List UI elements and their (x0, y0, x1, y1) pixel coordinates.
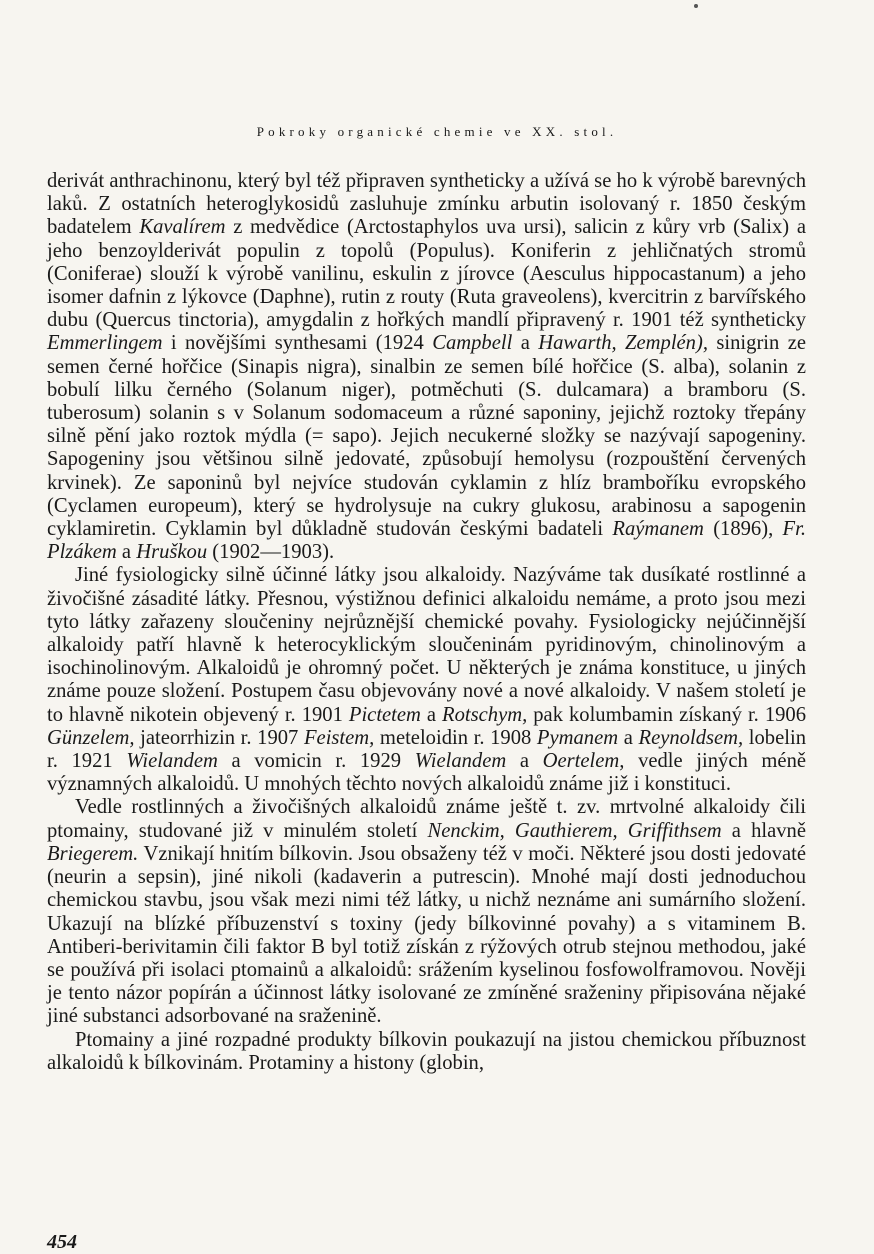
text-run: a (512, 332, 539, 355)
text-run: z medvědice (Arctostaphylos uva ursi), salicin z kůry vrb (Salix) a jeho benzoylderivát populin z topolů (Populus). Koniferin z jehličnatých stromů (Coniferae) slouží k výrobě vanilinu, eskulin z jírovce (Aesculus hippocastanum) a jeho isomer dafnin z lýkovce (Daphne), rutin z routy (Ruta graveolens), kvercitrin z barvířského dubu (Quercus tinctoria), amygdalin z hořkých mandlí připravený r. 1901 též syntheticky (47, 216, 806, 332)
text-run: lobelin r. 1921 (47, 726, 806, 773)
italic-name: Kavalírem (139, 216, 226, 239)
page-number: 454 (47, 1231, 77, 1253)
italic-name: Wielandem (126, 750, 218, 773)
text-run: vedle jiných méně významných alkaloidů. U mnohých těchto nových alkaloidů známe již i konstituci. (47, 750, 807, 796)
text-run: (1896), (703, 518, 783, 541)
text-run: a (116, 541, 137, 564)
italic-name: Pictetem (348, 703, 421, 726)
text-run: derivát anthrachinonu, který byl též připraven syntheticky a užívá se ho k výrobě barevných laků. Z ostatních heteroglykosidů zasluhuje zmínku arbutin isolovaný r. 1850 českým badatelem (47, 170, 806, 239)
text-run: Jiné fysiologicky silně účinné látky jsou alkaloidy. Nazýváme tak dusíkaté rostlinné a živočišné zásadité látky. Přesnou, výstižnou definici alkaloidu nemáme, a proto jsou mezi tyto látky zařazeny sloučeniny nejrůznější chemické povahy. Fysiologicky nejúčinnější alkaloidy patří hlavně k heterocyklickým sloučeninám pyridinovým, chinolinovým a isochinolinovým. Alkaloidů je ohromný počet. U některých je známa konstituce, u jiných známe pouze složení. Postupem času objevovány nové a nové alkaloidy. V našem století je to hlavně nikotein objevený r. 1901 (47, 564, 806, 726)
paragraph (47, 170, 806, 564)
italic-name: Oertelem, (542, 750, 625, 773)
text-run: a hlavně (721, 819, 806, 842)
text-run: i novějšími synthesami (1924 (162, 332, 433, 355)
running-head: Pokroky organické chemie ve XX. stol. (256, 124, 618, 139)
text-run: Vedle rostlinných a živočišných alkaloidů známe ještě t. zv. mrtvolné alkaloidy čili ptomainy, studované již v minulém století (47, 796, 806, 842)
text-run: a (618, 726, 639, 749)
italic-name: Hawarth, Zemplén), (538, 332, 708, 355)
paragraph (47, 796, 806, 1028)
text-run: meteloidin r. 1908 (374, 726, 537, 749)
text-run: pak kolumbamin získaný r. 1906 (527, 703, 807, 726)
text-run: Ptomainy a jiné rozpadné produkty bílkovin poukazují na jistou chemickou příbuznost alkaloidů k bílkovinám. Protaminy a histony (globin, (47, 1028, 806, 1074)
text-run: a vomicin r. 1929 (217, 750, 415, 773)
text-run: a (420, 703, 443, 726)
text-run: a (506, 750, 543, 773)
italic-name: Wielandem (414, 750, 507, 773)
paragraph (47, 564, 806, 796)
italic-name: Günzelem, (47, 726, 135, 749)
paragraph (47, 1029, 806, 1075)
italic-name: Reynoldsem, (638, 726, 744, 749)
text-run: (1902—1903). (207, 541, 335, 564)
italic-name: Nenckim, Gauthierem, Griffithsem (427, 819, 722, 842)
italic-name: Feistem, (303, 726, 375, 749)
italic-name: Briegerem. (47, 842, 139, 865)
italic-name: Emmerlingem (47, 332, 163, 355)
text-run: sinigrin ze semen černé hořčice (Sinapis nigra), sinalbin ze semen bílé hořčice (S. alba), solanin z bobulí lilku černého (Solanum niger), potměchuti (S. dulcamara) a bramboru (S. tuberosum) solanin s v Solanum sodomaceum a různé saponiny, jejichž roztoky třepány silně pění jako roztok mýdla (= sapo). Jejich necukerné složky se nazývají sapogeniny. Sapogeniny jsou většinou silně jedovaté, způsobují hemolysu (rozpouštění červených krvinek). Ze saponinů byl nejvíce studován cyklamin z hlíz bramboříku evropského (Cyclamen europeum), který se hydrolysuje na cukry glukosu, arabinosu a sapogenin cyklamiretin. Cyklamin byl důkladně studován českými badateli (47, 332, 806, 541)
italic-name: Raýmanem (612, 518, 704, 541)
italic-name: Pymanem (536, 726, 619, 749)
print-speck (694, 4, 698, 8)
italic-name: Hruškou (136, 541, 208, 564)
italic-name: Campbell (432, 332, 513, 355)
body-text (47, 170, 806, 1075)
text-run: jateorrhizin r. 1907 (134, 726, 304, 749)
italic-name: Rotschym, (442, 703, 528, 726)
italic-name: Fr. Plzákem (47, 518, 806, 564)
text-run: Vznikají hnitím bílkovin. Jsou obsaženy též v moči. Některé jsou dosti jedovaté (neurin a sepsin), jiné nikoli (kadaverin a putrescin). Mnohé mají dosti jednoduchou chemickou stavbu, jsou však mezi nimi též látky, u nichž neznáme ani sumárního složení. Ukazují na blízké příbuzenství s toxiny (jedy bílkovinné povahy) a s vitaminem B. Antiberi-berivitamin čili faktor B byl totiž získán z rýžových otrub stejnou methodou, jaké se používá při isolaci ptomainů a alkaloidů: srážením kyselinou fosfowolframovou. Nověji je tento názor popírán a účinnost látky isolované ze zmíněné sraženiny připisována nějaké jiné substanci adsorbované na sraženině. (47, 842, 806, 1028)
